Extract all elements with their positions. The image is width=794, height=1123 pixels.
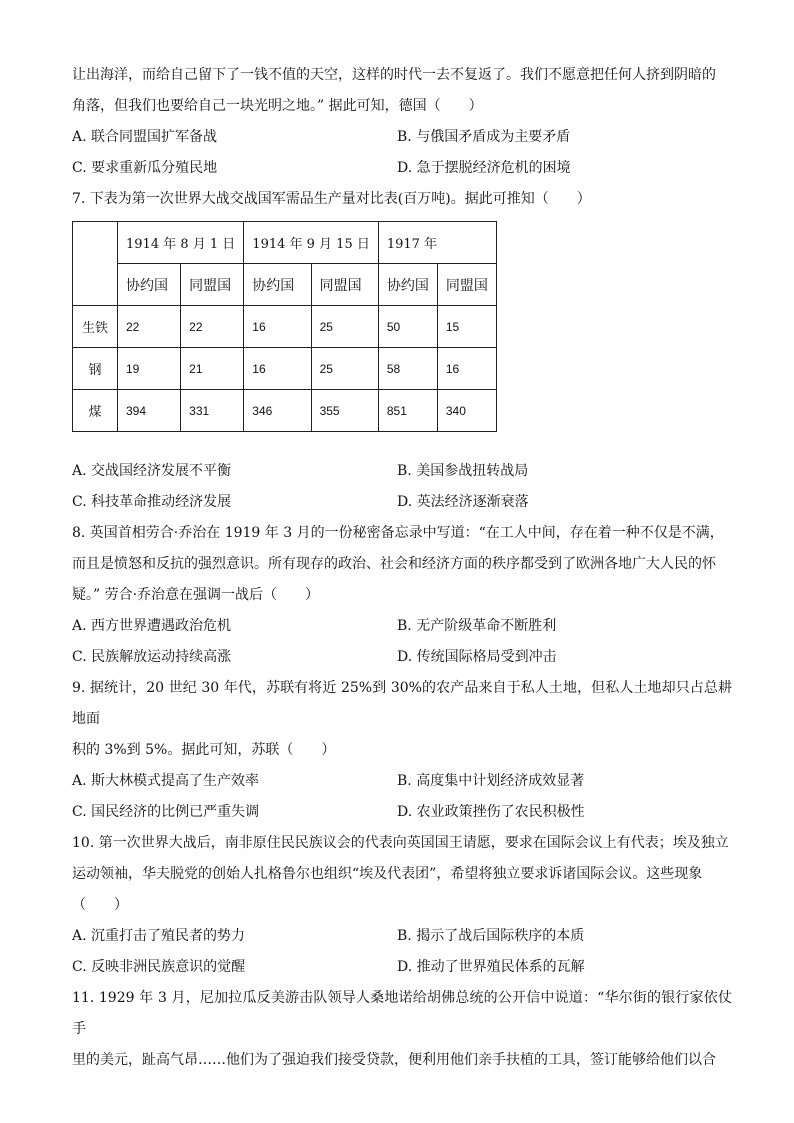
q8-option-d[interactable]: D. 传统国际格局受到冲击	[397, 649, 557, 665]
table-corner	[73, 222, 118, 306]
table-side-header: 协约国	[378, 264, 437, 306]
table-side-header: 同盟国	[437, 264, 496, 306]
q7-option-a[interactable]: A. 交战国经济发展不平衡	[72, 463, 232, 479]
q9-option-b[interactable]: B. 高度集中计划经济成效显著	[397, 773, 585, 789]
table-cell: 50	[378, 306, 437, 348]
q6-option-d[interactable]: D. 急于摆脱经济危机的困境	[397, 160, 571, 176]
table-cell: 22	[181, 306, 244, 348]
exam-page	[72, 60, 732, 1076]
table-cell: 19	[118, 348, 181, 390]
q8-option-a[interactable]: A. 西方世界遭遇政治危机	[72, 618, 232, 634]
table-cell: 15	[437, 306, 496, 348]
q8-options	[72, 611, 732, 673]
q7-stem: 7. 下表为第一次世界大战交战国军需品生产量对比表(百万吨)。据此可推知（ ）	[72, 191, 591, 207]
q6-stem-line: 角落，但我们也要给自己一块光明之地。” 据此可知，德国（ ）	[72, 98, 483, 114]
table-row	[73, 348, 497, 390]
q10-stem-line: 运动领袖，华夫脱党的创始人扎格鲁尔也组织“埃及代表团”，希望将独立要求诉诸国际会议。这些现象	[72, 866, 703, 882]
q9-option-c[interactable]: C. 国民经济的比例已严重失调	[72, 804, 260, 820]
q9-option-d[interactable]: D. 农业政策挫伤了农民积极性	[397, 804, 585, 820]
table-cell: 851	[378, 390, 437, 432]
table-cell: 355	[311, 390, 378, 432]
table-row-label: 煤	[73, 390, 118, 432]
table-cell: 340	[437, 390, 496, 432]
table-cell: 22	[118, 306, 181, 348]
table-row	[73, 306, 497, 348]
q8-option-c[interactable]: C. 民族解放运动持续高涨	[72, 649, 232, 665]
table-side-header: 同盟国	[181, 264, 244, 306]
table-side-header: 同盟国	[311, 264, 378, 306]
table-cell: 21	[181, 348, 244, 390]
q6-option-b[interactable]: B. 与俄国矛盾成为主要矛盾	[397, 129, 571, 145]
table-cell: 331	[181, 390, 244, 432]
table-year-header: 1914 年 8 月 1 日	[118, 222, 244, 264]
q6-stem-line: 让出海洋，而给自己留下了一钱不值的天空，这样的时代一去不复返了。我们不愿意把任何人挤到阴暗的	[72, 67, 716, 83]
q8-stem-line: 疑。” 劳合·乔治意在强调一战后（ ）	[72, 587, 320, 603]
q10-options	[72, 921, 732, 983]
q8-option-b[interactable]: B. 无产阶级革命不断胜利	[397, 618, 557, 634]
q10-stem-line: 10. 第一次世界大战后，南非原住民民族议会的代表向英国国王请愿，要求在国际会议上有代表；埃及独立	[72, 835, 729, 851]
spacer	[72, 432, 732, 456]
table-cell: 16	[244, 348, 311, 390]
table-cell: 346	[244, 390, 311, 432]
table-cell: 25	[311, 306, 378, 348]
table-row-label: 生铁	[73, 306, 118, 348]
q10-option-b[interactable]: B. 揭示了战后国际秩序的本质	[397, 928, 585, 944]
table-year-header: 1914 年 9 月 15 日	[244, 222, 379, 264]
q10-option-a[interactable]: A. 沉重打击了殖民者的势力	[72, 928, 246, 944]
q6-options	[72, 122, 732, 184]
table-cell: 58	[378, 348, 437, 390]
table-cell: 16	[244, 306, 311, 348]
q7-option-b[interactable]: B. 美国参战扭转战局	[397, 463, 529, 479]
q9-options	[72, 766, 732, 828]
q9-stem-line: 积的 3%到 5%。据此可知，苏联（ ）	[72, 742, 336, 758]
q11-stem-line: 里的美元，趾高气昂……他们为了强迫我们接受贷款，便利用他们亲手扶植的工具，签订能够给他们以合	[72, 1052, 716, 1068]
table-cell: 16	[437, 348, 496, 390]
table-cell: 25	[311, 348, 378, 390]
table-cell: 394	[118, 390, 181, 432]
q8-stem-line: 而且是愤怒和反抗的强烈意识。所有现存的政治、社会和经济方面的秩序都受到了欧洲各地广大人民的怀	[72, 556, 716, 572]
q11-stem-line: 11. 1929 年 3 月，尼加拉瓜反美游击队领导人桑地诺给胡佛总统的公开信中说道：“华尔街的银行家依仗手	[72, 990, 732, 1037]
table-year-header: 1917 年	[378, 222, 496, 264]
q10-option-d[interactable]: D. 推动了世界殖民体系的瓦解	[397, 959, 585, 975]
q7-option-d[interactable]: D. 英法经济逐渐衰落	[397, 494, 529, 510]
q8-stem-line: 8. 英国首相劳合·乔治在 1919 年 3 月的一份秘密备忘录中写道：“在工人中间，存在着一种不仅是不满，	[72, 525, 724, 541]
q6-option-a[interactable]: A. 联合同盟国扩军备战	[72, 129, 218, 145]
q10-stem-line: （ ）	[72, 897, 128, 913]
production-table	[72, 221, 497, 432]
table-row	[73, 390, 497, 432]
q9-option-a[interactable]: A. 斯大林模式提高了生产效率	[72, 773, 260, 789]
table-side-header: 协约国	[244, 264, 311, 306]
q6-option-c[interactable]: C. 要求重新瓜分殖民地	[72, 160, 218, 176]
q7-options	[72, 456, 732, 518]
q7-option-c[interactable]: C. 科技革命推动经济发展	[72, 494, 232, 510]
q9-stem-line: 9. 据统计，20 世纪 30 年代，苏联有将近 25%到 30%的农产品来自于私人土地，但私人土地却只占总耕地面	[72, 680, 732, 727]
q10-option-c[interactable]: C. 反映非洲民族意识的觉醒	[72, 959, 246, 975]
table-side-header: 协约国	[118, 264, 181, 306]
table-row-label: 钢	[73, 348, 118, 390]
